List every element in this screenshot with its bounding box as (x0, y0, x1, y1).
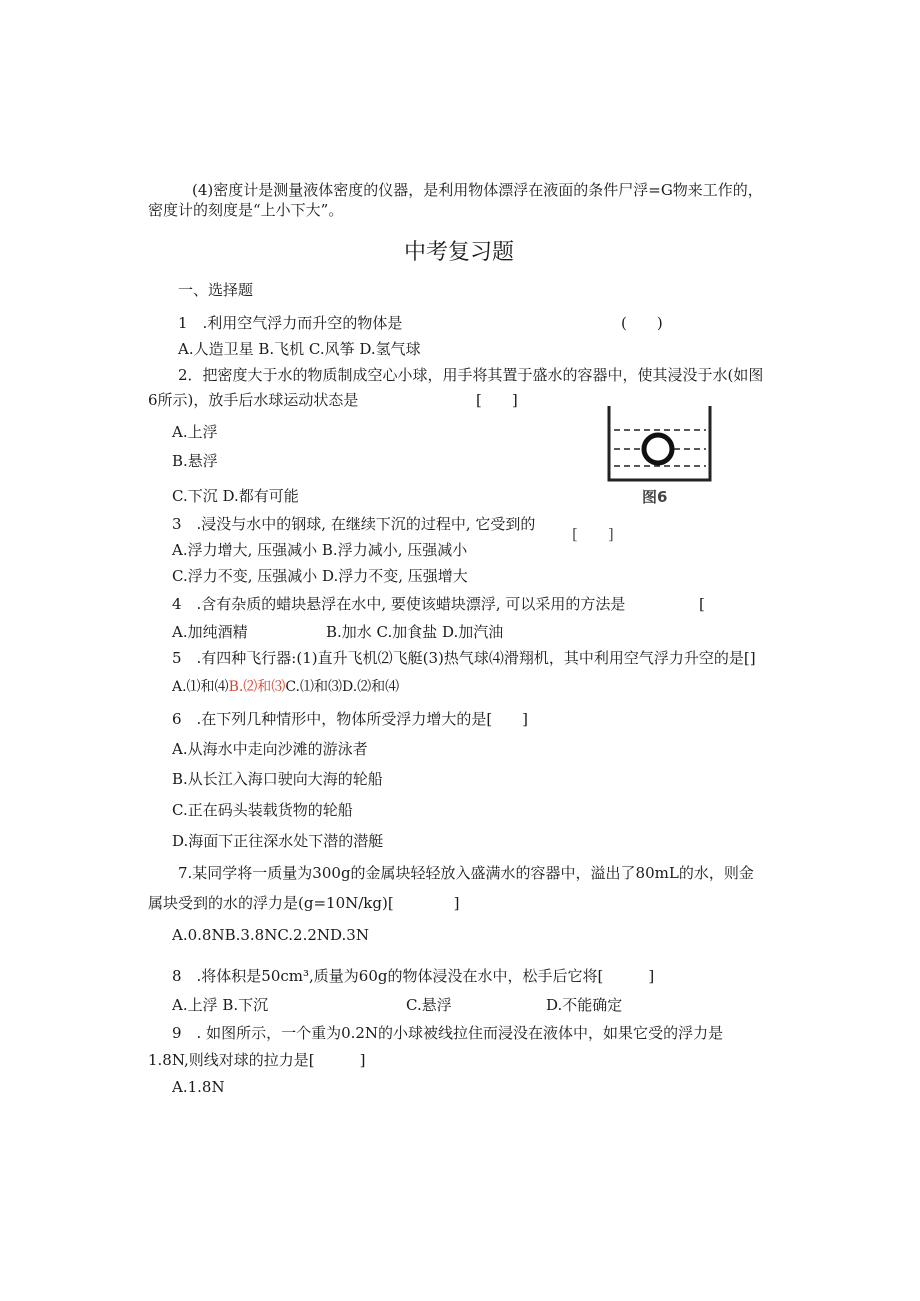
q6-option-b: B.从长江入海口驶向大海的轮船 (172, 770, 383, 788)
q1-stem: 1 .利用空气浮力而升空的物体是 (178, 314, 403, 332)
q9-option-a: A.1.8N (172, 1078, 225, 1096)
q8-option-d: D.不能确定 (546, 996, 623, 1014)
page-title: 中考复习题 (404, 240, 515, 265)
q5-option-b: B.⑵和⑶ (228, 679, 286, 695)
q6-option-d: D.海面下正往深水处下潜的潜艇 (172, 832, 384, 850)
q3-answer-bracket: [ ] (572, 525, 614, 543)
q4-answer-bracket: [ (699, 595, 705, 613)
figure-caption: 图6 (642, 488, 668, 506)
section-heading: 一、选择题 (178, 281, 254, 299)
q9-stem-line-1: 9 . 如图所示，一个重为0.2N的小球被线拉住而浸没在液体中，如果它受的浮力是 (172, 1024, 724, 1042)
q8-options-ab: A.上浮 B.下沉 (172, 996, 269, 1014)
container-with-ball-diagram (606, 404, 716, 509)
q6-stem: 6 .在下列几种情形中，物体所受浮力增大的是[ ] (172, 710, 529, 728)
intro-line-2: 密度计的刻度是“上小下大”。 (148, 201, 344, 219)
q2-option-b: B.悬浮 (172, 452, 218, 470)
q8-option-c: C.悬浮 (406, 996, 452, 1014)
q5-options (172, 677, 399, 697)
intro-line-1: (4)密度计是测量液体密度的仪器，是利用物体漂浮在液面的条件尸浮=G物来工作的， (192, 181, 763, 199)
q4-option-a: A.加纯酒精 (172, 623, 248, 641)
q8-stem: 8 .将体积是50cm³,质量为60g的物体浸没在水中，松手后它将[ ] (172, 967, 655, 985)
q2-stem-line-2: 6所示)，放手后水球运动状态是 (148, 391, 359, 409)
q5-option-a: A.⑴和⑷ (172, 679, 229, 695)
q6-option-a: A.从海水中走向沙滩的游泳者 (172, 740, 368, 758)
q3-options-1: A.浮力增大, 压强减小 B.浮力减小, 压强减小 (172, 541, 468, 559)
q2-option-cd: C.下沉 D.都有可能 (172, 487, 299, 505)
q4-stem: 4 .含有杂质的蜡块悬浮在水中, 要使该蜡块漂浮, 可以采用的方法是 (172, 595, 626, 613)
q5-stem: 5 .有四种飞行器:(1)直升飞机⑵飞艇(3)热气球⑷滑翔机，其中利用空气浮力升空的是[] (172, 649, 756, 667)
q4-options-bcd: B.加水 C.加食盐 D.加汽油 (326, 623, 504, 641)
q1-options: A.人造卫星 B.飞机 C.风筝 D.氢气球 (178, 340, 421, 358)
q2-option-a: A.上浮 (172, 423, 218, 441)
figure-6 (606, 404, 716, 509)
q3-stem: 3 .浸没与水中的钢球, 在继续下沉的过程中, 它受到的 (172, 515, 536, 533)
q7-options: A.0.8NB.3.8NC.2.2ND.3N (172, 926, 369, 944)
q7-stem-line-1: 7.某同学将一质量为300g的金属块轻轻放入盛满水的容器中，溢出了80mL的水，则金 (178, 864, 754, 882)
q7-stem-line-2: 属块受到的水的浮力是(g=10N/kg)[ ] (148, 894, 460, 912)
q9-stem-line-2: 1.8N,则线对球的拉力是[ ] (148, 1051, 366, 1069)
q1-answer-bracket: ( ) (621, 314, 663, 332)
q6-option-c: C.正在码头装载货物的轮船 (172, 801, 353, 819)
q3-options-2: C.浮力不变, 压强减小 D.浮力不变, 压强增大 (172, 567, 468, 585)
hollow-ball (644, 435, 672, 463)
q2-stem-line-1: 2．把密度大于水的物质制成空心小球，用手将其置于盛水的容器中，使其浸没于水(如图 (178, 366, 764, 384)
q2-answer-bracket: [ ] (476, 391, 518, 409)
q5-options-cd: C.⑴和⑶D.⑵和⑷ (285, 679, 400, 695)
